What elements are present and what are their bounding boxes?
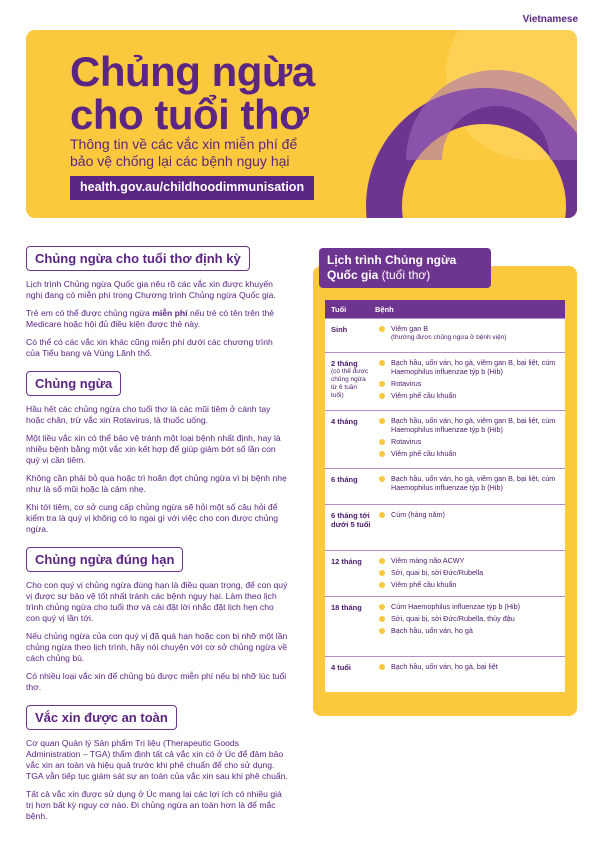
vaccine-item: Bạch hầu, uốn ván, ho gà, viêm gan B, bại liệt, cúm Haemophilus influenzae týp b (Hib) (379, 358, 561, 376)
section-routine (26, 246, 288, 359)
page-title: Chủng ngừa cho tuổi thơ (70, 48, 315, 138)
bullet-dot-icon (379, 570, 385, 576)
paragraph: Một liều vắc xin có thể bảo vệ tránh một loại bệnh nhất định, hay là nhiều bệnh bằng một vắc xin kết hợp để giúp giảm bớt số lần con quý vị cần tiêm. (26, 433, 281, 465)
vaccine-item: Bạch hầu, uốn ván, ho gà, bại liệt (379, 662, 561, 671)
disease-cell (375, 319, 565, 352)
column-header-disease: Bệnh (375, 304, 394, 314)
age-cell: 18 tháng (331, 603, 362, 612)
bullet-dot-icon (379, 664, 385, 670)
age-cell: 4 tháng (331, 417, 358, 426)
page-subtitle: Thông tin về các vắc xin miễn phí để bảo vệ chống lại các bệnh nguy hại (70, 136, 298, 169)
section-safe-vaccines (26, 705, 288, 822)
section-immunisation (26, 371, 288, 535)
vaccine-item: Viêm màng não ACWY (379, 556, 561, 565)
bullet-dot-icon (379, 451, 385, 457)
vaccine-item: Viêm gan B (thường được chủng ngừa ở bệnh viện) (379, 324, 561, 342)
vaccine-item: Viêm phế cầu khuẩn (379, 449, 561, 458)
column-header-age: Tuổi (331, 304, 347, 314)
paragraph: Có thể có các vắc xin khác cũng miễn phí dưới các chương trình của Tiểu bang và Vùng Lãnh thổ. (26, 337, 273, 358)
disease-cell (375, 505, 565, 550)
schedule-title: Lịch trình Chủng ngừa Quốc gia (tuổi thơ) (319, 248, 491, 288)
paragraph: Cho con quý vị chủng ngừa đúng hạn là điều quan trọng, để con quý vị được sự bảo vệ tốt nhất tránh các bệnh nguy hại. Làm theo lịch trình chủng ngừa cho tuổi thơ và cài đặt lời nhắc đặt lịch hẹn cho con quý vị lần tới. (26, 580, 288, 623)
table-row (325, 468, 565, 504)
disease-cell (375, 469, 565, 504)
vaccine-item: Sởi, quai bị, sởi Đức/Rubella (379, 568, 561, 577)
age-cell: 12 tháng (331, 557, 362, 566)
bullet-dot-icon (379, 616, 385, 622)
vaccine-item: Viêm phế cầu khuẩn (379, 391, 561, 400)
table-row (325, 410, 565, 468)
age-cell: 6 tháng tới dưới 5 tuổi (331, 511, 371, 529)
vaccine-item: Rotavirus (379, 437, 561, 446)
disease-cell (375, 353, 565, 410)
age-cell: 2 tháng (có thể được chủng ngừa từ 6 tuần tuổi) (331, 359, 369, 399)
section-on-time (26, 547, 288, 693)
bullet-dot-icon (379, 512, 385, 518)
bullet-dot-icon (379, 326, 385, 332)
table-row (325, 596, 565, 656)
table-body (325, 318, 565, 692)
bullet-dot-icon (379, 418, 385, 424)
disease-cell (375, 411, 565, 468)
paragraph: Lịch trình Chủng ngừa Quốc gia nêu rõ các vắc xin được khuyến nghị đang có miễn phí trong Chương trình Chủng ngừa Quốc gia. (26, 279, 276, 300)
paragraph-medicare: Trẻ em có thể được chủng ngừa miễn phí nếu trẻ có tên trên thẻ Medicare hoặc hội đủ điều kiện được thẻ này. (26, 308, 275, 329)
website-link[interactable]: health.gov.au/childhoodimmunisation (70, 176, 314, 200)
vaccine-item: Bạch hầu, uốn ván, ho gà (379, 626, 561, 635)
paragraph: Không cần phải bỏ qua hoặc trì hoãn đợt chủng ngừa vì bị bệnh nhẹ như là sổ mũi hoặc là cảm nhẹ. (26, 473, 287, 494)
table-row (325, 352, 565, 410)
bullet-dot-icon (379, 476, 385, 482)
vaccine-item: Bạch hầu, uốn ván, ho gà, viêm gan B, bại liệt, cúm Haemophilus influenzae týp b (Hib) (379, 474, 561, 492)
paragraph: Hầu hết các chủng ngừa cho tuổi thơ là các mũi tiêm ở cánh tay hoặc chân, trừ vắc xin Rotavirus, là thuốc uống. (26, 404, 271, 425)
bullet-dot-icon (379, 381, 385, 387)
table-row (325, 656, 565, 692)
language-label: Vietnamese (522, 14, 578, 25)
age-cell: 4 tuổi (331, 663, 351, 672)
paragraph: Nếu chủng ngừa của con quý vị đã quá hạn hoặc con bị nhỡ một lần chủng ngừa theo lịch trình, hãy nói chuyện với cơ sở chủng ngừa về cách chủng bù. (26, 631, 288, 663)
bullet-dot-icon (379, 628, 385, 634)
paragraph: Có nhiều loại vắc xin để chủng bù được miễn phí nếu bị nhỡ lúc tuổi thơ. (26, 671, 287, 692)
disease-cell (375, 597, 565, 656)
age-cell: 6 tháng (331, 475, 358, 484)
disease-cell (375, 551, 565, 596)
section-heading: Chủng ngừa (26, 371, 121, 396)
paragraph: Cơ quan Quản lý Sản phẩm Trị liệu (Therapeutic Goods Administration – TGA) thẩm định tất cả vắc xin có ở Úc để đảm bảo vắc xin an toàn và hiệu quả trước khi phê chuẩn để cho sử dụng. TGA vẫn tiếp tục giám sát sự an toàn của vắc xin sau khi phê chuẩn. (26, 738, 288, 781)
vaccine-item: Sởi, quai bị, sởi Đức/Rubella, thủy đậu (379, 614, 561, 623)
bullet-dot-icon (379, 582, 385, 588)
bullet-dot-icon (379, 360, 385, 366)
bullet-dot-icon (379, 558, 385, 564)
paragraph: Tất cả vắc xin được sử dụng ở Úc mang lại các lợi ích có nhiều giá trị hơn bất kỳ nguy cơ nào. Đi chủng ngừa an toàn hơn là để mắc bệnh. (26, 789, 282, 821)
paragraph: Khi tới tiêm, cơ sở cung cấp chủng ngừa sẽ hỏi một số câu hỏi để kiểm tra là quý vị không có lo ngại gì với việc cho con được chủng ngừa. (26, 502, 279, 534)
schedule-table (325, 300, 565, 692)
section-heading: Chủng ngừa cho tuổi thơ định kỳ (26, 246, 250, 271)
vaccine-item: Cúm Haemophilus influenzae týp b (Hib) (379, 602, 561, 611)
vaccine-item: Bạch hầu, uốn ván, ho gà, viêm gan B, bại liệt, cúm Haemophilus influenzae týp b (Hib) (379, 416, 561, 434)
disease-cell (375, 657, 565, 692)
table-row (325, 318, 565, 352)
section-heading: Chủng ngừa đúng hạn (26, 547, 183, 572)
hero-banner (26, 30, 577, 218)
vaccine-item: Rotavirus (379, 379, 561, 388)
bullet-dot-icon (379, 604, 385, 610)
table-header (325, 300, 565, 318)
table-row (325, 550, 565, 596)
table-row (325, 504, 565, 550)
section-heading: Vắc xin được an toàn (26, 705, 177, 730)
age-cell: Sinh (331, 325, 348, 334)
left-column (26, 246, 288, 829)
vaccine-item: Cúm (hàng năm) (379, 510, 561, 519)
vaccine-item: Viêm phế cầu khuẩn (379, 580, 561, 589)
bullet-dot-icon (379, 439, 385, 445)
bullet-dot-icon (379, 393, 385, 399)
